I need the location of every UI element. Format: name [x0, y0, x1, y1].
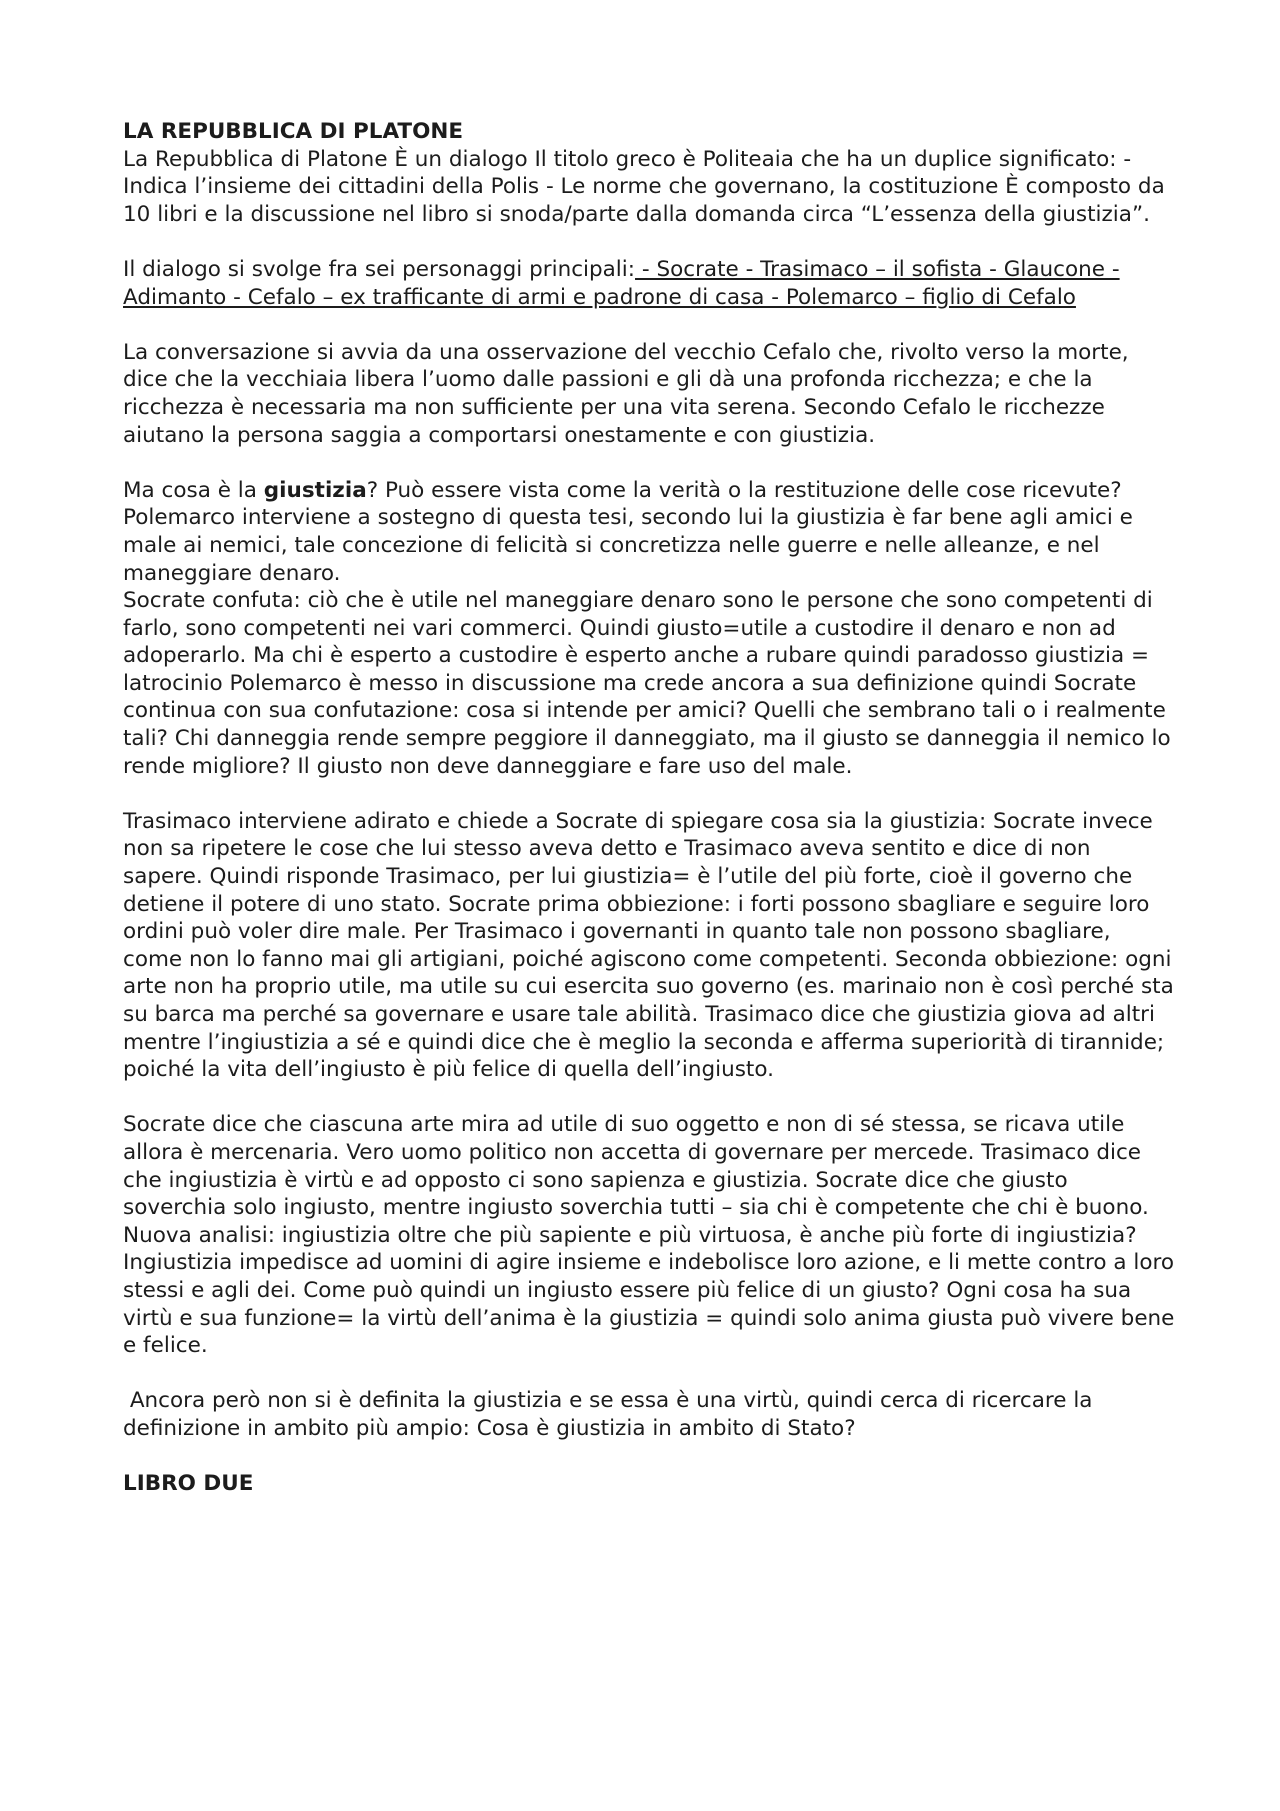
intro-paragraph: La Repubblica di Platone È un dialogo Il titolo greco è Politeaia che ha un duplice significato: - Indica l’insieme dei cittadini della Polis - Le norme che governano, la costituzione È composto da 10 libri e la discussione nel libro si snoda/parte dalla domanda circa “L’essenza della giustizia”. — [123, 146, 1165, 227]
characters-list: - Socrate - Trasimaco – il sofista - Glaucone - Adimanto - Cefalo – ex trafficante di armi e padrone di casa - Polemarco – figlio di Cefalo — [123, 256, 1120, 310]
characters-lead: Il dialogo si svolge fra sei personaggi principali: — [123, 256, 636, 282]
cefalo-paragraph: La conversazione si avvia da una osservazione del vecchio Cefalo che, rivolto verso la morte, dice che la vecchiaia libera l’uomo dalle passioni e gli dà una profonda ricchezza; e che la ricchezza è necessaria ma non sufficiente per una vita serena. Secondo Cefalo le ricchezze aiutano la persona saggia a comportarsi onestamente e con giustizia. — [123, 339, 1129, 448]
closing-paragraph: Ancora però non si è definita la giustizia e se essa è una virtù, quindi cerca di ricercare la definizione in ambito più ampio: Cosa è giustizia in ambito di Stato? — [123, 1388, 1100, 1441]
arte-paragraph: Socrate dice che ciascuna arte mira ad utile di suo oggetto e non di sé stessa, se ricava utile allora è mercenaria. Vero uomo politico non accetta di governare per mercede. Trasimaco dice che ingiustizia è virtù e ad opposto ci sono sapienza e giustizia. Socrate dice che giusto soverchia solo ingiusto, mentre ingiusto soverchia tutti – sia chi è competente che chi è buono. Nuova analisi: ingiustizia oltre che più sapiente e più virtuosa, è anche più forte di ingiustizia? Ingiustizia impedisce ad uomini di agire insieme e indebolisce loro azione, e li mette contro a loro stessi e agli dei. Come può quindi un ingiusto essere più felice di un giusto? Ogni cosa ha sua virtù e sua funzione= la virtù dell’anima è la giustizia = quindi solo anima giusta può vivere bene e felice. — [123, 1112, 1175, 1359]
document-title: LA REPUBBLICA DI PLATONE — [123, 119, 464, 144]
characters-paragraph — [123, 256, 1175, 311]
giustizia-paragraph — [123, 477, 1175, 587]
giustizia-after: ? Può essere vista come la verità o la restituzione delle cose ricevute? Polemarco interviene a sostegno di questa tesi, secondo lui la giustizia è far bene agli amici e male ai nemici, tale concezione di felicità si concretizza nelle guerre e nelle alleanze, e nel maneggiare denaro. — [123, 477, 1133, 586]
socrate-confuta-paragraph: Socrate confuta: ciò che è utile nel maneggiare denaro sono le persone che sono competenti di farlo, sono competenti nei vari commerci. Quindi giusto=utile a custodire il denaro e non ad adoperarlo. Ma chi è esperto a custodire è esperto anche a rubare quindi paradosso giustizia = latrocinio Polemarco è messo in discussione ma crede ancora a sua definizione quindi Socrate continua con sua confutazione: cosa si intende per amici? Quelli che sembrano tali o i realmente tali? Chi danneggia rende sempre peggiore il danneggiato, ma il giusto se danneggia il nemico lo rende migliore? Il giusto non deve danneggiare e fare uso del male. — [123, 588, 1171, 779]
giustizia-before: Ma cosa è la — [123, 477, 264, 503]
trasimaco-paragraph: Trasimaco interviene adirato e chiede a Socrate di spiegare cosa sia la giustizia: Socrate invece non sa ripetere le cose che lui stesso aveva detto e Trasimaco aveva sentito e dice di non sapere. Quindi risponde Trasimaco, per lui giustizia= è l’utile del più forte, cioè il governo che detiene il potere di uno stato. Socrate prima obbiezione: i forti possono sbagliare e seguire loro ordini può voler dire male. Per Trasimaco i governanti in quanto tale non possono sbagliare, come non lo fanno mai gli artigiani, poiché agiscono come competenti. Seconda obbiezione: ogni arte non ha proprio utile, ma utile su cui esercita suo governo (es. marinaio non è così perché sta su barca ma perché sa governare e usare tale abilità. Trasimaco dice che giustizia giova ad altri mentre l’ingiustizia a sé e quindi dice che è meglio la seconda e afferma superiorità di tirannide; poiché la vita dell’ingiusto è più felice di quella dell’ingiusto. — [123, 808, 1174, 1083]
giustizia-bold-term: giustizia — [263, 477, 367, 503]
document-page — [123, 118, 1175, 1525]
section-heading-libro-due: LIBRO DUE — [123, 1471, 254, 1497]
